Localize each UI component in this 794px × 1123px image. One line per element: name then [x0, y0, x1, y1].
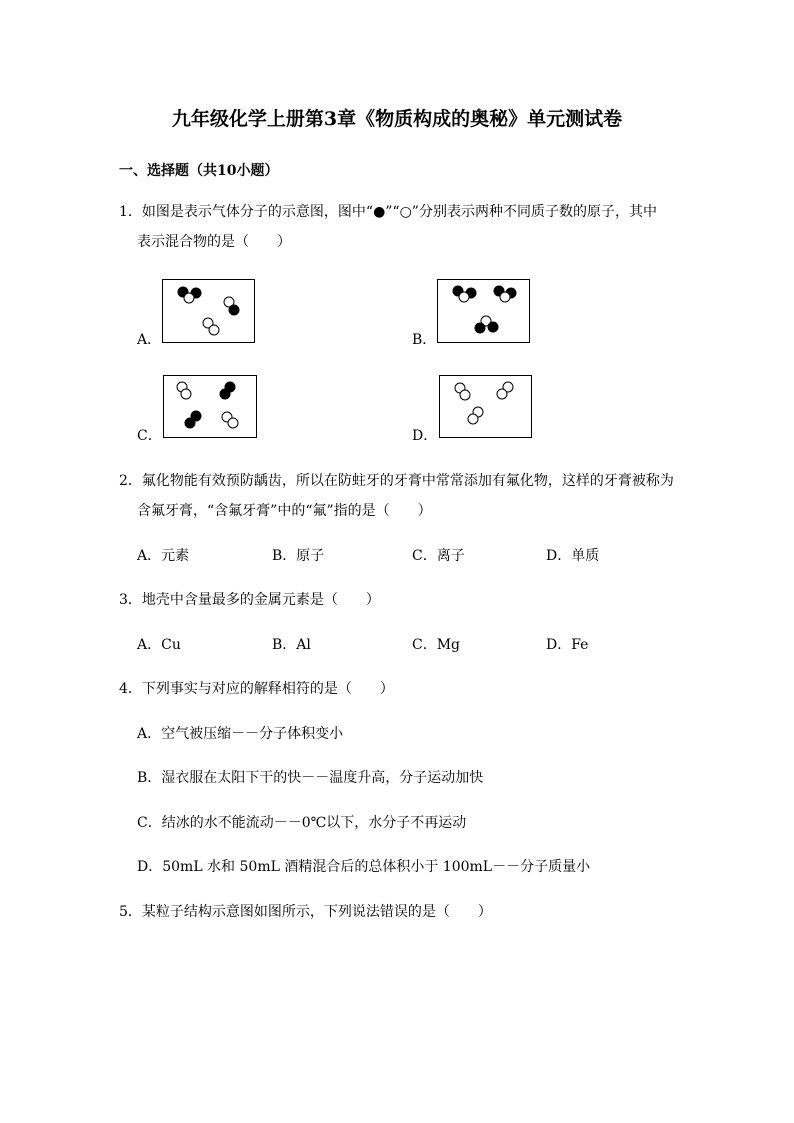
- q2-stem-line1: 2．氟化物能有效预防龋齿，所以在防蛀牙的牙膏中常常添加有氟化物，这样的牙膏被称为: [119, 473, 674, 489]
- q4-option-c: C．结冰的水不能流动－－0℃以下，水分子不再运动: [137, 815, 467, 831]
- q1-stem-line1: 1．如图是表示气体分子的示意图，图中“●”“○”分别表示两种不同质子数的原子，其中: [119, 204, 657, 220]
- molecule-diagram-c: [164, 376, 256, 437]
- q4-option-d: D．50mL 水和 50mL 酒精混合后的总体积小于 100mL－－分子质量小: [137, 859, 591, 875]
- q2-option-b: B．原子: [272, 548, 325, 564]
- q2-stem-line2: 含氟牙膏，“含氟牙膏”中的“氟”指的是（ ）: [137, 503, 432, 519]
- atom-black: [185, 418, 195, 428]
- q3-option-c: C．Mg: [412, 637, 461, 653]
- q5-stem: 5．某粒子结构示意图如图所示，下列说法错误的是（ ）: [119, 904, 492, 920]
- q4-stem: 4．下列事实与对应的解释相符的是（ ）: [119, 681, 394, 697]
- q1-stem-line2: 表示混合物的是（ ）: [137, 234, 291, 250]
- q4-option-b: B．湿衣服在太阳下干的快－－温度升高，分子运动加快: [137, 770, 484, 786]
- molecule-diagram-a: [163, 280, 254, 342]
- q1-option-a-label: A．: [137, 332, 162, 348]
- atom-black: [229, 305, 239, 315]
- q1-figure-c: [163, 375, 257, 438]
- q4-option-a: A．空气被压缩－－分子体积变小: [137, 726, 344, 742]
- atom-white: [497, 389, 507, 399]
- section-heading: 一、选择题（共10小题）: [119, 163, 279, 179]
- atom-white: [460, 390, 470, 400]
- atom-white: [181, 389, 191, 399]
- q3-stem: 3．地壳中含量最多的金属元素是（ ）: [119, 592, 380, 608]
- atom-black: [220, 389, 230, 399]
- atom-white: [209, 325, 219, 335]
- atom-white: [228, 418, 238, 428]
- q2-option-c: C．离子: [412, 548, 465, 564]
- atom-black: [475, 323, 485, 333]
- q3-option-d: D．Fe: [546, 637, 589, 653]
- q1-option-b-label: B．: [412, 332, 437, 348]
- q2-option-a: A．元素: [137, 548, 190, 564]
- atom-white: [184, 293, 194, 303]
- q1-figure-b: [437, 279, 530, 343]
- q3-option-b: B．Al: [272, 637, 311, 653]
- page-title: 九年级化学上册第3章《物质构成的奥秘》单元测试卷: [171, 108, 623, 130]
- q3-option-a: A．Cu: [137, 637, 181, 653]
- q1-figure-d: [439, 375, 532, 438]
- molecule-diagram-d: [440, 376, 531, 437]
- q1-figure-a: [162, 279, 255, 343]
- atom-white: [468, 414, 478, 424]
- atom-white: [459, 292, 469, 302]
- q1-option-d-label: D．: [412, 428, 438, 444]
- q1-option-c-label: C．: [137, 428, 162, 444]
- atom-white: [500, 292, 510, 302]
- q2-option-d: D．单质: [546, 548, 600, 564]
- atom-black: [488, 322, 498, 332]
- molecule-diagram-b: [438, 280, 529, 342]
